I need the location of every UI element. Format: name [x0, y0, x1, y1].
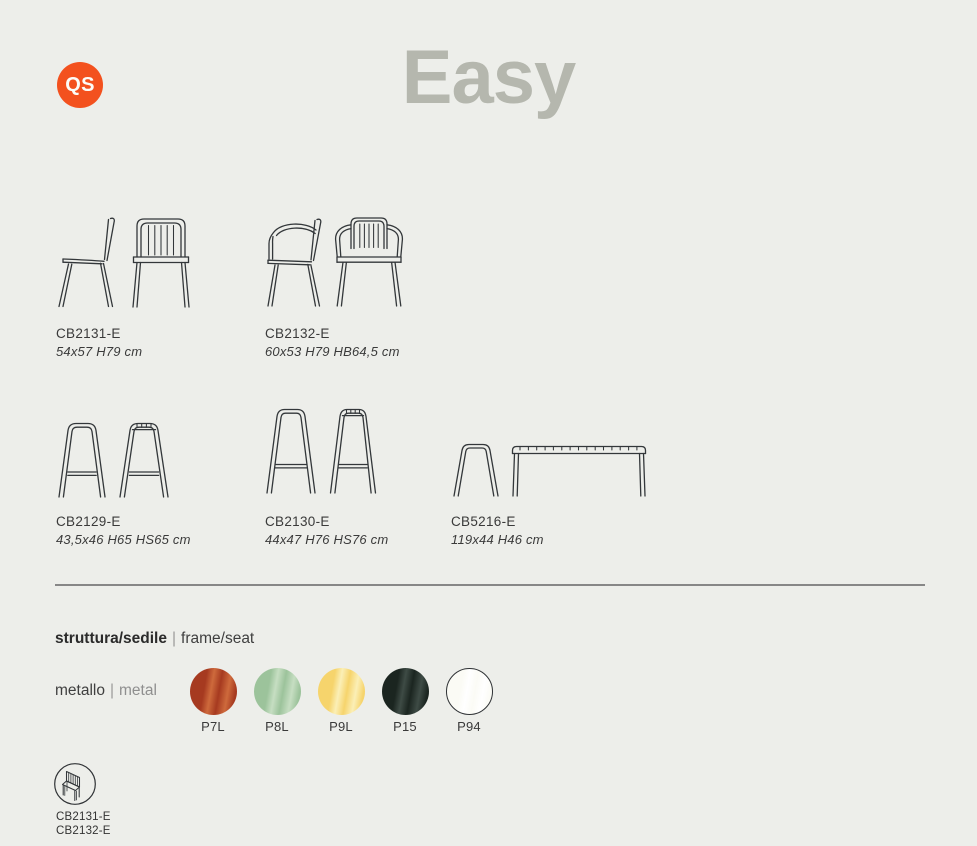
product-label	[56, 514, 191, 547]
product-label	[265, 326, 400, 359]
material-label-primary: metallo	[55, 682, 105, 699]
product-dimensions: 44x47 H76 HS76 cm	[265, 532, 389, 547]
finish-code: P8L	[265, 719, 289, 734]
finish-column	[245, 668, 309, 734]
product-label	[265, 514, 388, 547]
product-label	[451, 514, 544, 547]
product-dimensions: 60x53 H79 HB64,5 cm	[265, 344, 400, 359]
product-dimensions: 54x57 H79 cm	[56, 344, 143, 359]
product-dimensions: 119x44 H46 cm	[451, 532, 544, 547]
finish-swatch-p8l	[254, 668, 301, 715]
finish-swatch-p94	[446, 668, 493, 715]
armchair-front-drawing	[333, 215, 405, 309]
section-title-secondary: frame/seat	[181, 630, 255, 647]
footnote-code: CB2131-E	[56, 811, 111, 823]
product-code: CB2131-E	[56, 326, 121, 341]
stool-side-drawing	[57, 421, 107, 499]
finish-column	[309, 668, 373, 734]
stackable-chair-icon	[53, 762, 97, 806]
finish-code: P94	[457, 719, 481, 734]
section-title-primary: struttura/sedile	[55, 630, 167, 647]
bench-side-drawing	[452, 442, 500, 498]
barstool-side-drawing	[265, 407, 317, 495]
material-label-secondary: metal	[119, 682, 157, 699]
page-title: Easy	[401, 35, 576, 120]
finish-code: P15	[393, 719, 417, 734]
finish-swatch-p15	[382, 668, 429, 715]
chair-side-drawing	[56, 216, 120, 310]
stool-front-drawing	[118, 421, 170, 499]
barstool-front-drawing	[328, 407, 378, 495]
finish-code: P9L	[329, 719, 353, 734]
section-divider	[55, 584, 925, 586]
finish-swatch-p7l	[190, 668, 237, 715]
bench-front-drawing	[510, 444, 648, 498]
material-label-separator: |	[109, 682, 114, 699]
product-label	[56, 326, 142, 359]
material-label	[55, 682, 157, 700]
section-title-separator: |	[171, 630, 177, 647]
footnote-code: CB2132-E	[56, 825, 111, 837]
product-dimensions: 43,5x46 H65 HS65 cm	[56, 532, 191, 547]
finish-column	[373, 668, 437, 734]
product-code: CB2130-E	[265, 514, 330, 529]
footnote-codes	[56, 810, 111, 838]
armchair-side-drawing	[265, 217, 327, 309]
product-code: CB5216-E	[451, 514, 516, 529]
chair-front-drawing	[130, 216, 192, 310]
finish-swatch-p9l	[318, 668, 365, 715]
qs-badge-label: QS	[65, 73, 95, 96]
product-code: CB2129-E	[56, 514, 121, 529]
finish-column	[181, 668, 245, 734]
finish-column	[437, 668, 501, 734]
finish-swatches	[181, 668, 501, 734]
section-title	[55, 630, 254, 648]
product-code: CB2132-E	[265, 326, 330, 341]
finish-code: P7L	[201, 719, 225, 734]
